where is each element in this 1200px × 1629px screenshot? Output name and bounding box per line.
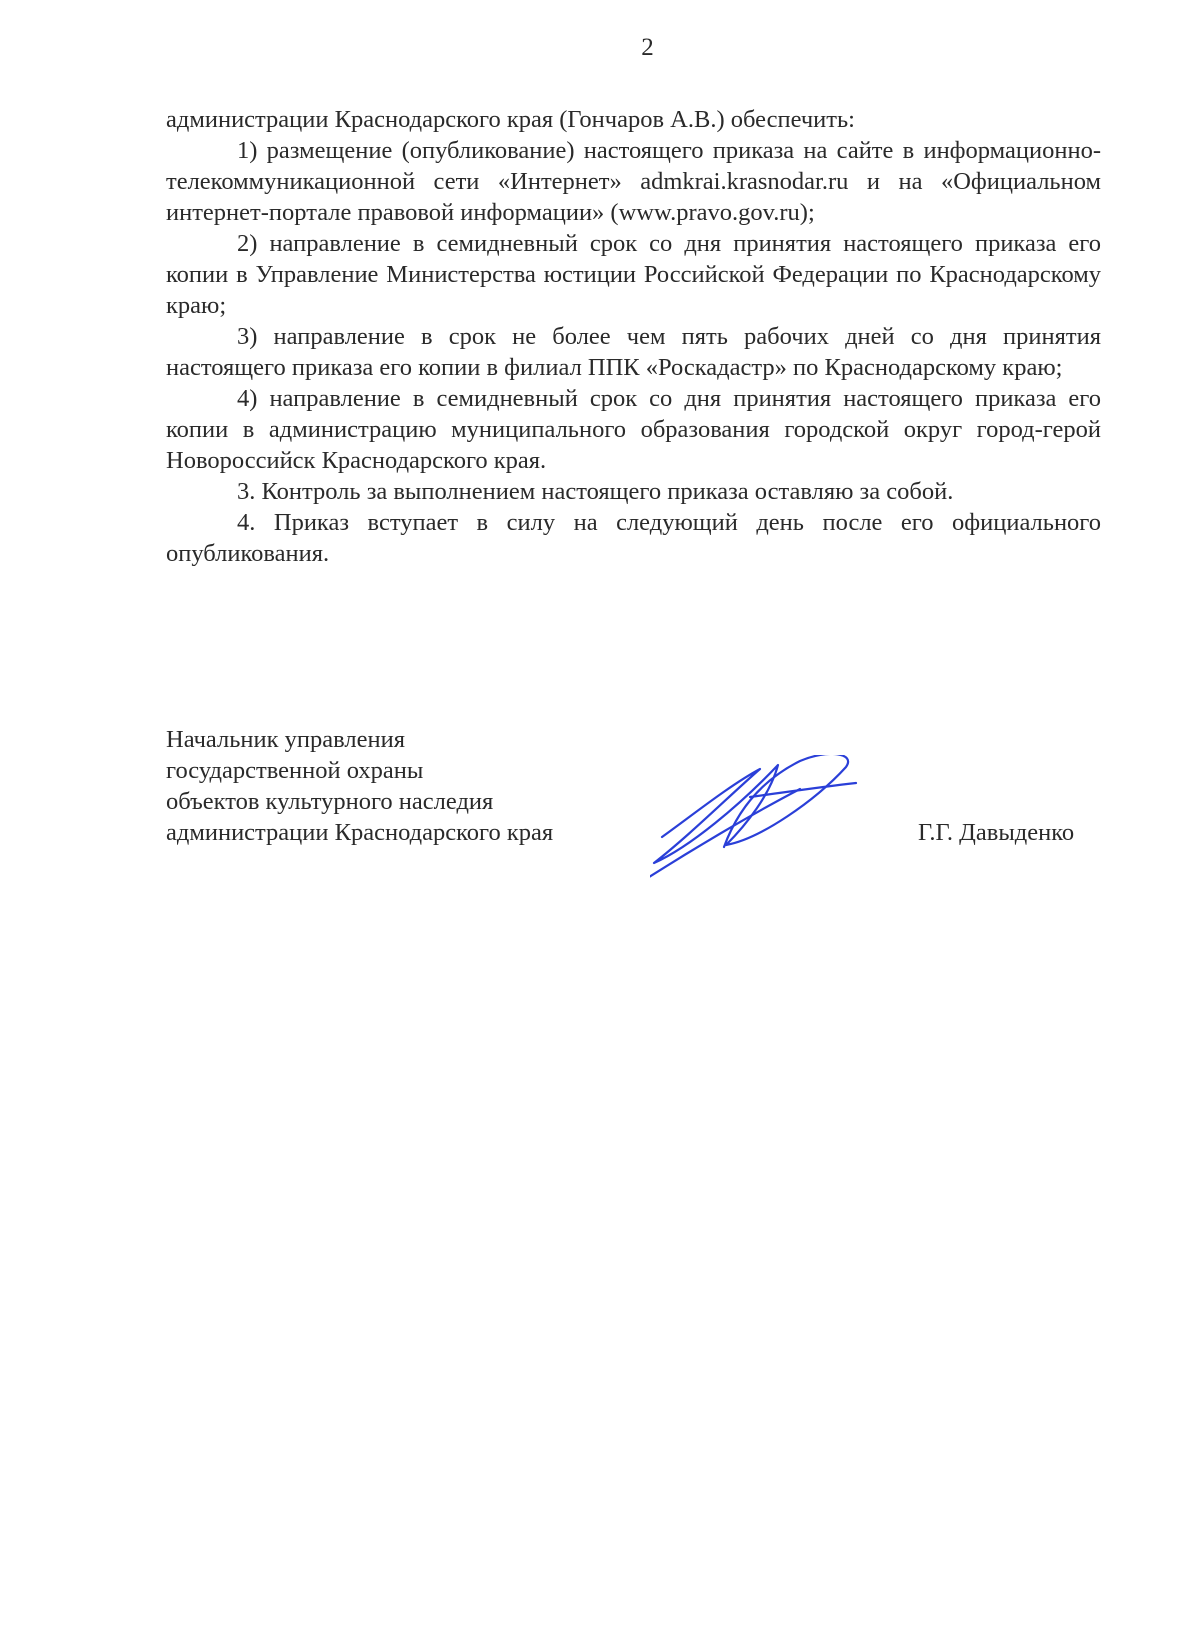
document-body <box>166 104 1101 569</box>
paragraph-item-4: 4) направление в семидневный срок со дня принятия настоящего приказа его копии в администрацию муниципального образования городской округ город-герой Новороссийск Краснодарского края. <box>166 385 1101 474</box>
signature-stroke <box>654 755 848 863</box>
paragraph-item-1: 1) размещение (опубликование) настоящего приказа на сайте в информационно-телекоммуникационной сети «Интернет» admkrai.krasnodar.ru и на «Официальном интернет-портале правовой информации» (www.pravo.gov.ru); <box>166 137 1101 226</box>
position-line: Начальник управления <box>166 726 405 753</box>
paragraph-clause-3: 3. Контроль за выполнением настоящего приказа оставляю за собой. <box>237 478 954 505</box>
signer-position <box>166 724 553 848</box>
page-number: 2 <box>641 34 654 61</box>
paragraph-intro: администрации Краснодарского края (Гончаров А.В.) обеспечить: <box>166 106 855 133</box>
position-line: государственной охраны <box>166 757 424 784</box>
signer-name: Г.Г. Давыденко <box>918 819 1075 846</box>
paragraph-clause-4: 4. Приказ вступает в силу на следующий день после его официального опубликования. <box>166 509 1101 567</box>
position-line: администрации Краснодарского края <box>166 819 554 846</box>
paragraph-item-3: 3) направление в срок не более чем пять рабочих дней со дня принятия настоящего приказа его копии в филиал ППК «Роскадастр» по Краснодарскому краю; <box>166 323 1101 381</box>
handwritten-signature <box>650 755 890 895</box>
paragraph-item-2: 2) направление в семидневный срок со дня принятия настоящего приказа его копии в Управление Министерства юстиции Российской Федерации по Краснодарскому краю; <box>166 230 1101 319</box>
signature-stroke <box>650 789 800 879</box>
position-line: объектов культурного наследия <box>166 788 494 815</box>
